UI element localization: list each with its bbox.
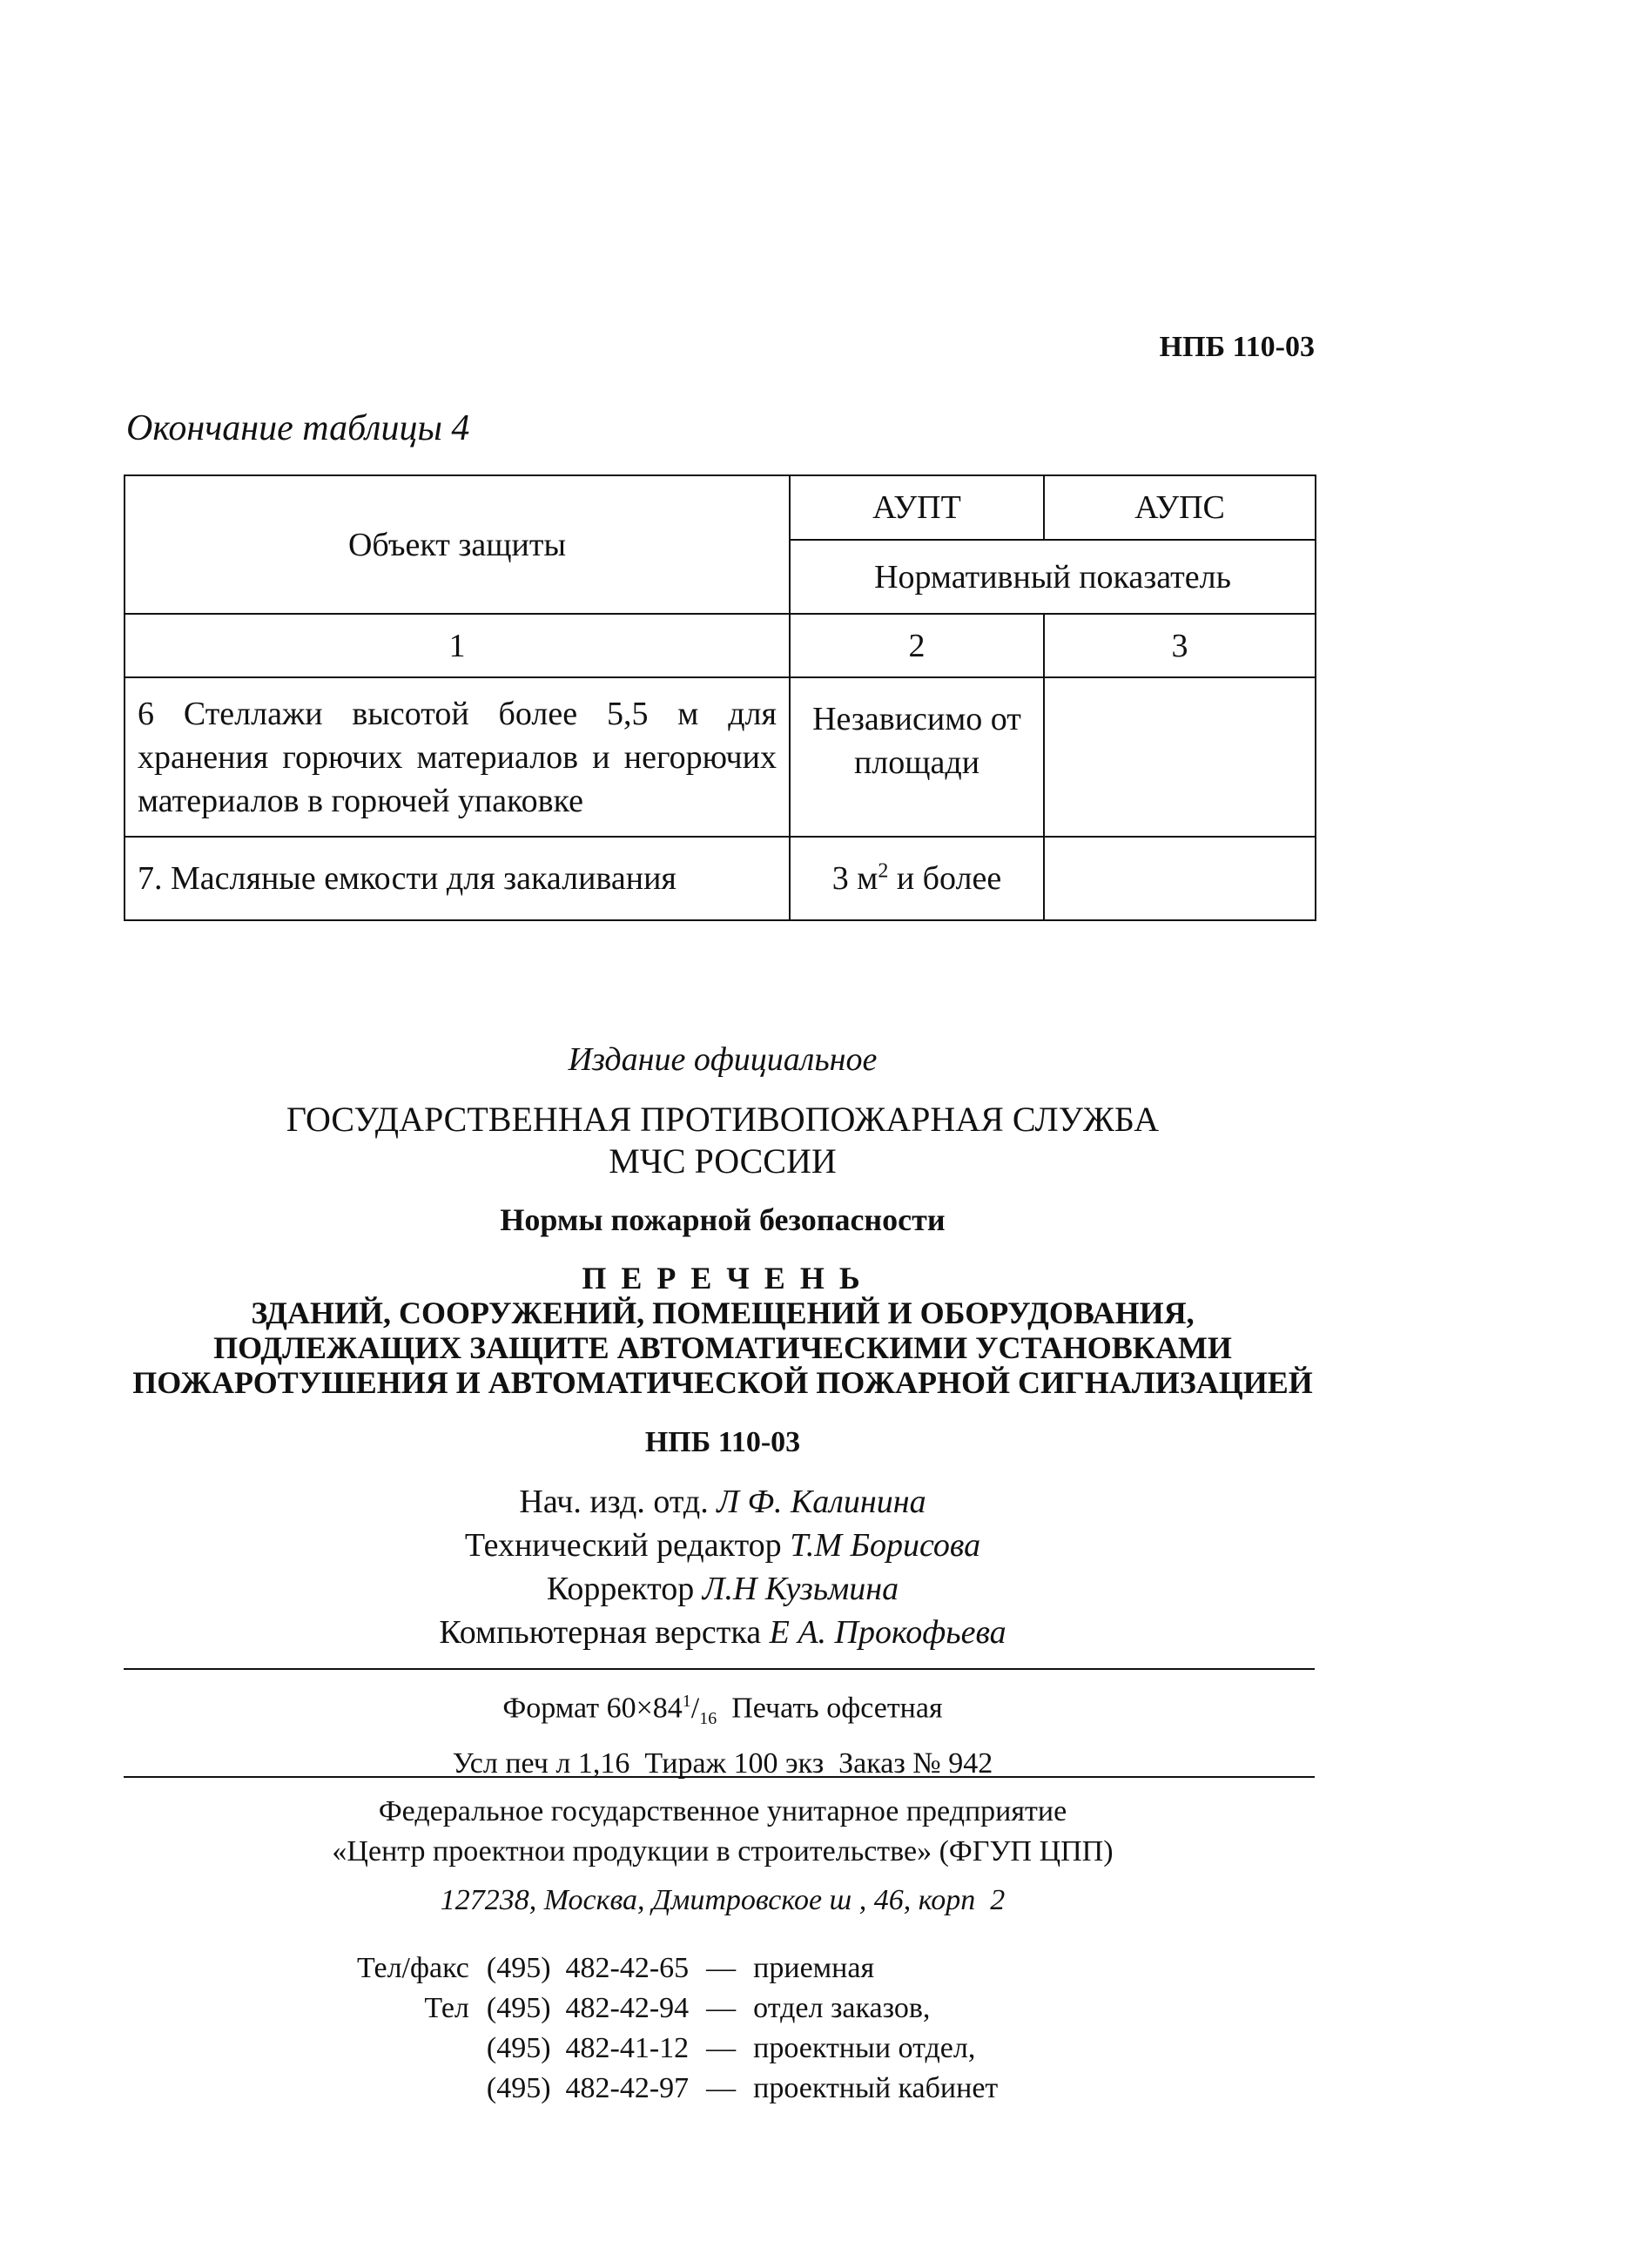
staff-name: Л Ф. Калинина <box>717 1484 926 1520</box>
page-header-code: НПБ 110-03 <box>1159 331 1315 363</box>
staff-name: Е А. Прокофьева <box>769 1614 1006 1651</box>
head-object: Объект защиты <box>125 475 790 614</box>
phone-dash: — <box>706 1992 737 2024</box>
staff-role: Технический редактор <box>464 1527 791 1564</box>
row-6-object-text: 6 Стеллажи высотой более 5,5 м для хранения горючих материалов и негорючих материалов в горючей упаковке <box>138 695 777 819</box>
staff-list <box>0 1480 1445 1654</box>
staff-name: Л.Н Кузьмина <box>702 1571 899 1607</box>
title-list-word: П Е Р Е Ч Е Н Ь <box>582 1261 864 1296</box>
publisher-line-1: Федеральное государственное унитарное предприятие <box>378 1795 1067 1827</box>
phone-row <box>348 1989 1006 2029</box>
phone-row <box>348 2069 1006 2109</box>
format-sub: 16 <box>699 1709 717 1729</box>
phone-label: Тел/факс <box>357 1952 469 1984</box>
phone-number: (495) 482-41-12 <box>486 2032 690 2064</box>
row-6-aups <box>1044 677 1316 837</box>
format-prefix: Формат 60×84 <box>502 1692 683 1725</box>
head-aupt: АУПТ <box>790 475 1044 540</box>
phone-row <box>348 2029 1006 2069</box>
head-aups: АУПС <box>1044 475 1316 540</box>
publisher-block <box>0 1792 1445 1921</box>
head-indicator: Нормативный показатель <box>790 540 1316 614</box>
title-line-2: ПОДЛЕЖАЩИХ ЗАЩИТЕ АВТОМАТИЧЕСКИМИ УСТАНОВКАМИ <box>213 1330 1232 1365</box>
phone-label <box>348 2029 478 2069</box>
document-code: НПБ 110-03 <box>644 1426 801 1458</box>
row-7-aupt-sup: 2 <box>878 859 889 883</box>
phone-dash: — <box>706 2072 737 2104</box>
row-6-aupt-text: Независимо от площади <box>812 701 1021 781</box>
col-number-2: 2 <box>790 614 1044 677</box>
row-7-object: 7. Масляные емкости для закаливания <box>125 837 790 920</box>
col-number-3: 3 <box>1044 614 1316 677</box>
table-4-end <box>124 474 1316 921</box>
col-number-1: 1 <box>125 614 790 677</box>
staff-line <box>0 1480 1445 1524</box>
agency-name <box>0 1099 1445 1182</box>
phone-desc: отдел заказов, <box>753 1992 931 2024</box>
phone-desc: проектный кабинет <box>753 2072 999 2104</box>
row-6-object <box>125 677 790 837</box>
publisher-address: 127238, Москва, Дмитровское ш , 46, корп 2 <box>440 1884 1006 1916</box>
publisher-line-2: «Центр проектнои продукции в строительстве» (ФГУП ЦПП) <box>332 1835 1114 1868</box>
agency-line-1: ГОСУДАРСТВЕННАЯ ПРОТИВОПОЖАРНАЯ СЛУЖБА <box>286 1100 1160 1139</box>
norms-label: Нормы пожарной безопасности <box>500 1202 946 1237</box>
staff-role: Компьютерная верстка <box>439 1614 770 1651</box>
phone-list <box>348 1948 1006 2109</box>
staff-line <box>0 1611 1445 1654</box>
table-caption: Окончание таблицы 4 <box>126 408 470 448</box>
phone-dash: — <box>706 2032 737 2064</box>
staff-role: Корректор <box>546 1571 703 1607</box>
divider-top <box>124 1668 1315 1670</box>
row-7-aupt-suffix: и более <box>888 860 1002 897</box>
phone-dash: — <box>706 1952 737 1984</box>
title-line-1: ЗДАНИЙ, СООРУЖЕНИЙ, ПОМЕЩЕНИЙ И ОБОРУДОВАНИЯ, <box>251 1296 1195 1330</box>
staff-role: Нач. изд. отд. <box>519 1484 717 1520</box>
row-6-aupt <box>790 677 1044 837</box>
phone-desc: проектныи отдел, <box>753 2032 976 2064</box>
document-title <box>0 1261 1445 1400</box>
staff-line <box>0 1524 1445 1567</box>
print-details <box>0 1679 1445 1787</box>
format-suffix: Печать офсетная <box>717 1692 943 1725</box>
phone-row <box>348 1948 1006 1989</box>
row-7-aupt-prefix: 3 м <box>831 860 878 897</box>
title-line-3: ПОЖАРОТУШЕНИЯ И АВТОМАТИЧЕСКОЙ ПОЖАРНОЙ СИГНАЛИЗАЦИЕЙ <box>132 1365 1313 1400</box>
phone-label <box>348 2069 478 2109</box>
edition-label: Издание официальное <box>568 1041 878 1078</box>
phone-number: (495) 482-42-65 <box>486 1952 690 1984</box>
phone-desc: приемная <box>753 1952 875 1984</box>
phone-number: (495) 482-42-97 <box>486 2072 690 2104</box>
format-sup: 1 <box>682 1692 691 1711</box>
phone-number: (495) 482-42-94 <box>486 1992 690 2024</box>
print-info: Усл печ л 1,16 Тираж 100 экз Заказ № 942 <box>452 1747 993 1780</box>
format-line <box>0 1679 1445 1741</box>
divider-bottom <box>124 1776 1315 1778</box>
row-7-aups <box>1044 837 1316 920</box>
staff-name: Т.М Борисова <box>790 1527 981 1564</box>
phone-label: Тел <box>424 1992 469 2024</box>
format-slash: / <box>690 1692 700 1725</box>
staff-line <box>0 1567 1445 1611</box>
row-7-aupt <box>790 837 1044 920</box>
agency-line-2: МЧС РОССИИ <box>609 1141 837 1181</box>
